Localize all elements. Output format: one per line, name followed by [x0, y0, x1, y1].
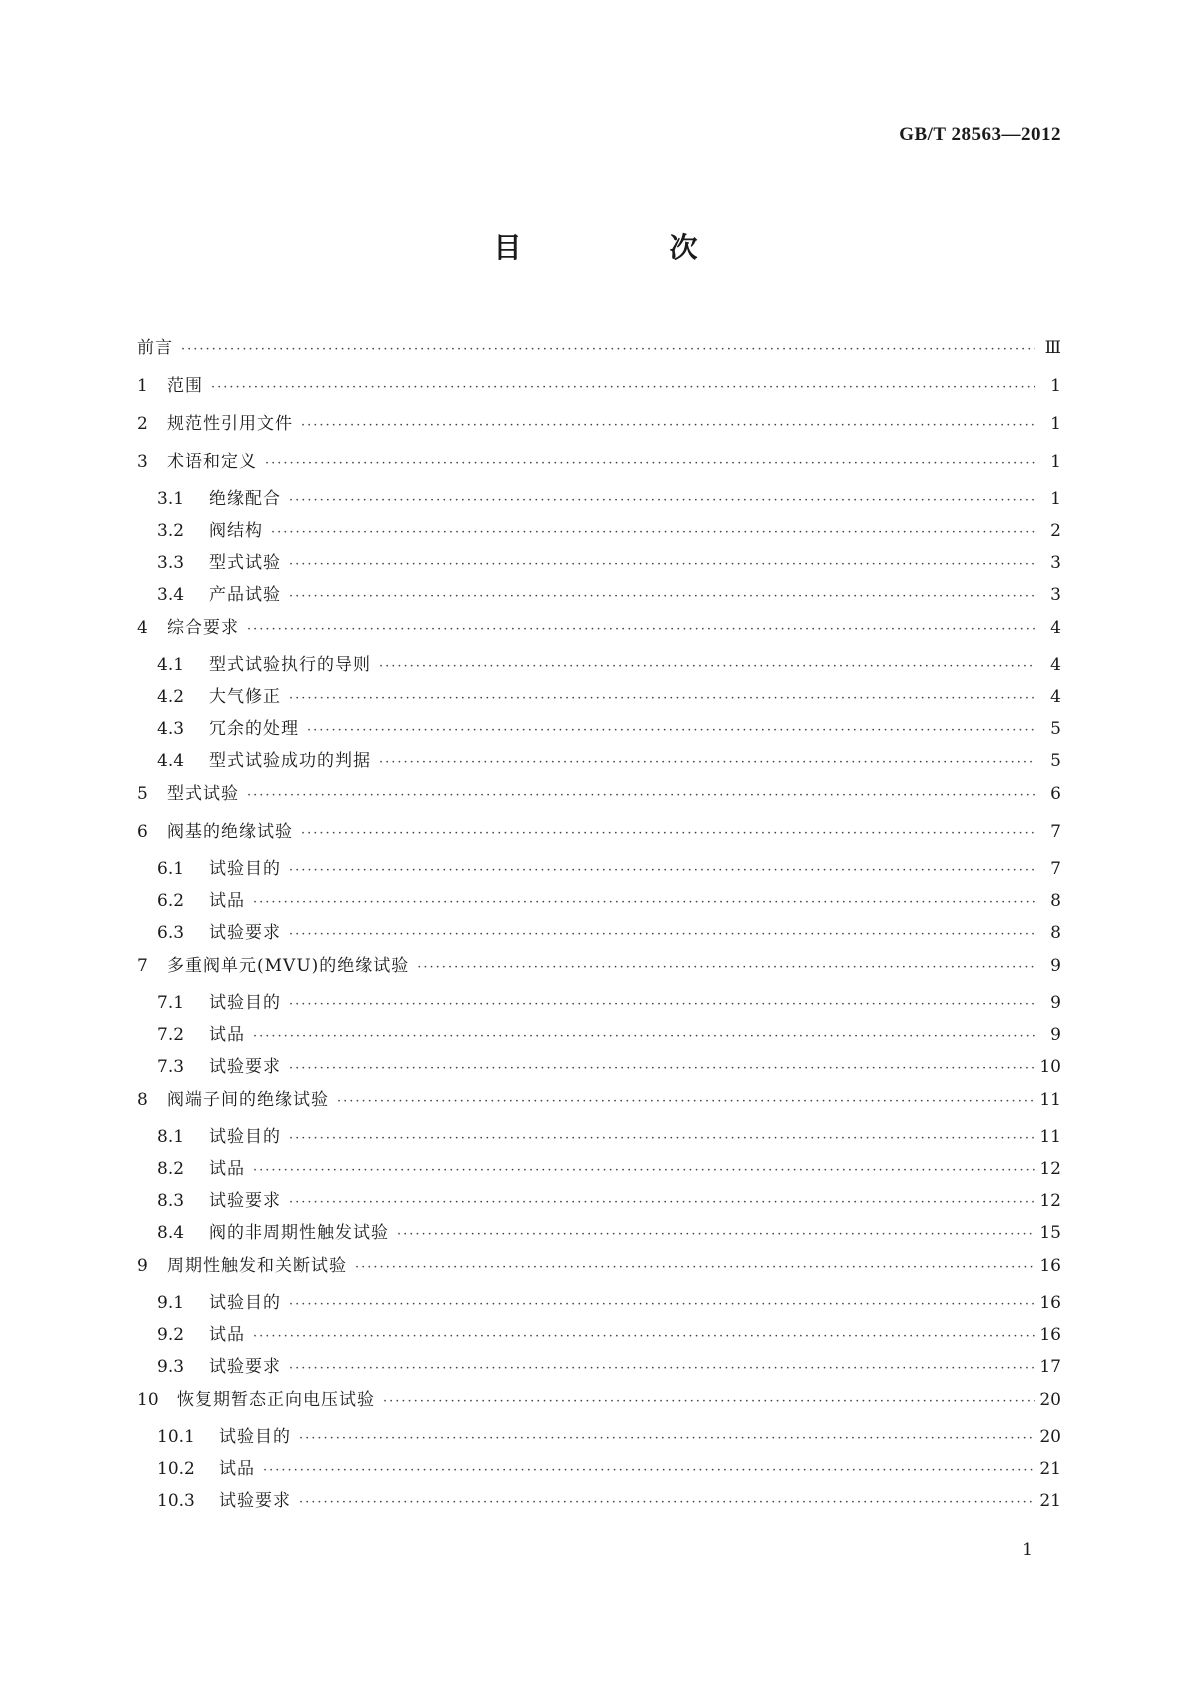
toc-entry-number: 10.3 [157, 1491, 195, 1511]
toc-entry-label: 试验要求 [219, 1491, 291, 1511]
toc-entry-number: 6 [137, 822, 148, 842]
toc-entry-label: 试品 [209, 891, 245, 911]
toc-entry-page: 1 [1050, 489, 1061, 509]
toc-entry-page: 9 [1050, 956, 1061, 976]
toc-entry-label: 术语和定义 [167, 452, 257, 472]
toc-entry-label: 阀端子间的绝缘试验 [167, 1090, 329, 1110]
toc-entry-label: 试验要求 [209, 1191, 281, 1211]
toc-entry-page: 16 [1039, 1293, 1061, 1313]
toc-entry-label: 试验目的 [219, 1427, 291, 1447]
toc-entry-number: 10.2 [157, 1459, 195, 1479]
toc-entry-label: 阀结构 [209, 521, 263, 541]
toc-entry[interactable] [137, 408, 1061, 446]
toc-leader-dots [265, 456, 1035, 471]
toc-entry[interactable] [137, 1084, 1061, 1122]
toc-leader-dots [289, 493, 1035, 508]
toc-entry[interactable] [137, 650, 1061, 682]
toc-entry-number: 3.1 [157, 489, 185, 509]
toc-leader-dots [289, 927, 1035, 942]
toc-entry-label: 试验要求 [209, 1057, 281, 1077]
toc-entry-label: 冗余的处理 [209, 719, 299, 739]
toc-entry[interactable] [137, 1320, 1061, 1352]
toc-entry-number: 9.2 [157, 1325, 185, 1345]
toc-entry-label: 规范性引用文件 [167, 414, 293, 434]
toc-leader-dots [247, 622, 1035, 637]
toc-entry-label: 综合要求 [167, 618, 239, 638]
toc-entry-page: 4 [1050, 618, 1061, 638]
toc-entry-label: 范围 [167, 376, 203, 396]
toc-entry[interactable] [137, 1352, 1061, 1384]
toc-entry[interactable] [137, 854, 1061, 886]
toc-leader-dots [289, 1297, 1035, 1312]
toc-leader-dots [247, 788, 1035, 803]
toc-entry-label: 型式试验 [167, 784, 239, 804]
table-of-contents [137, 332, 1061, 1518]
toc-leader-dots [301, 826, 1035, 841]
page-title: 目 次 [493, 231, 758, 264]
toc-entry[interactable] [137, 950, 1061, 988]
toc-leader-dots [253, 1329, 1035, 1344]
toc-entry-number: 4.2 [157, 687, 185, 707]
toc-entry-page: 1 [1050, 414, 1061, 434]
toc-entry-number: 6.2 [157, 891, 185, 911]
toc-entry-number: 2 [137, 414, 148, 434]
toc-entry[interactable] [137, 886, 1061, 918]
toc-leader-dots [307, 723, 1035, 738]
toc-entry-number: 7.2 [157, 1025, 185, 1045]
toc-leader-dots [299, 1495, 1035, 1510]
toc-entry-page: 21 [1039, 1459, 1061, 1479]
toc-entry-label: 型式试验 [209, 553, 281, 573]
toc-leader-dots [289, 997, 1035, 1012]
toc-leader-dots [289, 1131, 1035, 1146]
toc-leader-dots [211, 380, 1035, 395]
toc-leader-dots [253, 1029, 1035, 1044]
toc-entry-label: 试品 [209, 1159, 245, 1179]
toc-entry-page: 12 [1039, 1159, 1061, 1179]
toc-entry-label: 试验目的 [209, 859, 281, 879]
toc-entry-page: 20 [1039, 1427, 1061, 1447]
toc-entry-label: 阀的非周期性触发试验 [209, 1223, 389, 1243]
toc-entry[interactable] [137, 580, 1061, 612]
toc-entry-label: 周期性触发和关断试验 [167, 1256, 347, 1276]
toc-entry-number: 4 [137, 618, 148, 638]
toc-leader-dots [253, 895, 1035, 910]
toc-leader-dots [337, 1094, 1035, 1109]
toc-entry[interactable] [137, 446, 1061, 484]
toc-entry-number: 10 [137, 1390, 159, 1410]
toc-leader-dots [355, 1260, 1035, 1275]
toc-entry-number: 3.2 [157, 521, 185, 541]
toc-entry-label: 试品 [219, 1459, 255, 1479]
toc-entry-label: 前言 [137, 338, 173, 358]
toc-entry-label: 恢复期暂态正向电压试验 [177, 1390, 375, 1410]
toc-entry-number: 7.1 [157, 993, 185, 1013]
toc-entry-page: 1 [1050, 376, 1061, 396]
toc-entry[interactable] [137, 332, 1061, 370]
toc-leader-dots [417, 960, 1035, 975]
toc-entry-number: 8.4 [157, 1223, 185, 1243]
toc-entry-number: 7.3 [157, 1057, 185, 1077]
toc-leader-dots [289, 1061, 1035, 1076]
toc-entry[interactable] [137, 714, 1061, 746]
toc-entry-number: 8.3 [157, 1191, 185, 1211]
toc-entry-page: 20 [1039, 1390, 1061, 1410]
toc-entry-page: 6 [1050, 784, 1061, 804]
toc-entry-number: 10.1 [157, 1427, 195, 1447]
toc-entry-number: 8 [137, 1090, 148, 1110]
toc-entry[interactable] [137, 1384, 1061, 1422]
toc-entry[interactable] [137, 1218, 1061, 1250]
toc-entry[interactable] [137, 1122, 1061, 1154]
toc-leader-dots [289, 589, 1035, 604]
toc-entry-page: 7 [1050, 859, 1061, 879]
toc-leader-dots [289, 691, 1035, 706]
toc-entry-number: 3.3 [157, 553, 185, 573]
toc-leader-dots [379, 659, 1035, 674]
toc-entry-label: 型式试验执行的导则 [209, 655, 371, 675]
toc-entry-page: 5 [1050, 719, 1061, 739]
toc-entry[interactable] [137, 988, 1061, 1020]
toc-leader-dots [289, 557, 1035, 572]
toc-leader-dots [383, 1394, 1035, 1409]
toc-entry-page: 11 [1039, 1127, 1061, 1147]
toc-entry-label: 产品试验 [209, 585, 281, 605]
toc-entry-label: 多重阀单元(MVU)的绝缘试验 [167, 956, 410, 976]
toc-entry-number: 6.1 [157, 859, 185, 879]
toc-entry-label: 试验目的 [209, 1127, 281, 1147]
toc-leader-dots [299, 1431, 1035, 1446]
toc-leader-dots [263, 1463, 1035, 1478]
toc-entry-number: 8.2 [157, 1159, 185, 1179]
toc-entry-page: 7 [1050, 822, 1061, 842]
toc-entry[interactable] [137, 484, 1061, 516]
toc-leader-dots [181, 342, 1035, 357]
toc-entry[interactable] [137, 1020, 1061, 1052]
toc-entry[interactable] [137, 370, 1061, 408]
toc-entry[interactable] [137, 1154, 1061, 1186]
toc-entry-page: 17 [1039, 1357, 1061, 1377]
toc-entry[interactable] [137, 1422, 1061, 1454]
toc-entry-page: 10 [1039, 1057, 1061, 1077]
toc-entry-page: 11 [1039, 1090, 1061, 1110]
toc-entry-number: 5 [137, 784, 148, 804]
toc-leader-dots [379, 755, 1035, 770]
toc-entry-label: 试验目的 [209, 993, 281, 1013]
toc-entry[interactable] [137, 1454, 1061, 1486]
toc-entry-page: 5 [1050, 751, 1061, 771]
toc-entry-number: 9 [137, 1256, 148, 1276]
toc-entry-number: 3.4 [157, 585, 185, 605]
toc-entry-page: 9 [1050, 993, 1061, 1013]
toc-entry-label: 试验要求 [209, 923, 281, 943]
toc-leader-dots [289, 863, 1035, 878]
toc-entry-number: 8.1 [157, 1127, 185, 1147]
toc-entry[interactable] [137, 918, 1061, 950]
standard-code: GB/T 28563—2012 [899, 124, 1061, 145]
toc-entry-number: 4.1 [157, 655, 185, 675]
toc-entry-label: 试品 [209, 1325, 245, 1345]
toc-entry[interactable] [137, 516, 1061, 548]
toc-entry-label: 阀基的绝缘试验 [167, 822, 293, 842]
toc-entry-page: 3 [1050, 585, 1061, 605]
toc-entry-number: 9.1 [157, 1293, 185, 1313]
toc-entry[interactable] [137, 682, 1061, 714]
toc-entry[interactable] [137, 746, 1061, 778]
toc-leader-dots [289, 1361, 1035, 1376]
toc-entry-page: 21 [1039, 1491, 1061, 1511]
toc-entry-page: 4 [1050, 687, 1061, 707]
toc-entry-label: 型式试验成功的判据 [209, 751, 371, 771]
toc-entry-number: 6.3 [157, 923, 185, 943]
page-number: 1 [1022, 1540, 1033, 1560]
toc-entry-number: 9.3 [157, 1357, 185, 1377]
toc-entry-page: 16 [1039, 1325, 1061, 1345]
toc-entry[interactable] [137, 1250, 1061, 1288]
toc-entry[interactable] [137, 1288, 1061, 1320]
toc-entry-page: Ⅲ [1044, 338, 1061, 358]
toc-entry[interactable] [137, 548, 1061, 580]
toc-entry-label: 试验要求 [209, 1357, 281, 1377]
toc-entry-page: 9 [1050, 1025, 1061, 1045]
toc-entry-number: 1 [137, 376, 148, 396]
toc-entry-number: 3 [137, 452, 148, 472]
toc-entry[interactable] [137, 1486, 1061, 1518]
toc-leader-dots [289, 1195, 1035, 1210]
toc-leader-dots [253, 1163, 1035, 1178]
toc-entry[interactable] [137, 612, 1061, 650]
toc-entry-number: 7 [137, 956, 148, 976]
toc-entry[interactable] [137, 778, 1061, 816]
toc-entry-page: 3 [1050, 553, 1061, 573]
toc-entry-number: 4.3 [157, 719, 185, 739]
toc-entry-page: 1 [1050, 452, 1061, 472]
toc-leader-dots [397, 1227, 1035, 1242]
toc-entry[interactable] [137, 1186, 1061, 1218]
toc-entry[interactable] [137, 1052, 1061, 1084]
toc-entry[interactable] [137, 816, 1061, 854]
toc-entry-label: 绝缘配合 [209, 489, 281, 509]
toc-entry-page: 8 [1050, 891, 1061, 911]
toc-entry-page: 15 [1039, 1223, 1061, 1243]
toc-entry-page: 16 [1039, 1256, 1061, 1276]
toc-entry-number: 4.4 [157, 751, 185, 771]
toc-entry-page: 8 [1050, 923, 1061, 943]
toc-leader-dots [271, 525, 1035, 540]
toc-entry-page: 2 [1050, 521, 1061, 541]
toc-entry-label: 试品 [209, 1025, 245, 1045]
toc-entry-label: 大气修正 [209, 687, 281, 707]
toc-entry-label: 试验目的 [209, 1293, 281, 1313]
toc-entry-page: 12 [1039, 1191, 1061, 1211]
toc-leader-dots [301, 418, 1035, 433]
toc-entry-page: 4 [1050, 655, 1061, 675]
